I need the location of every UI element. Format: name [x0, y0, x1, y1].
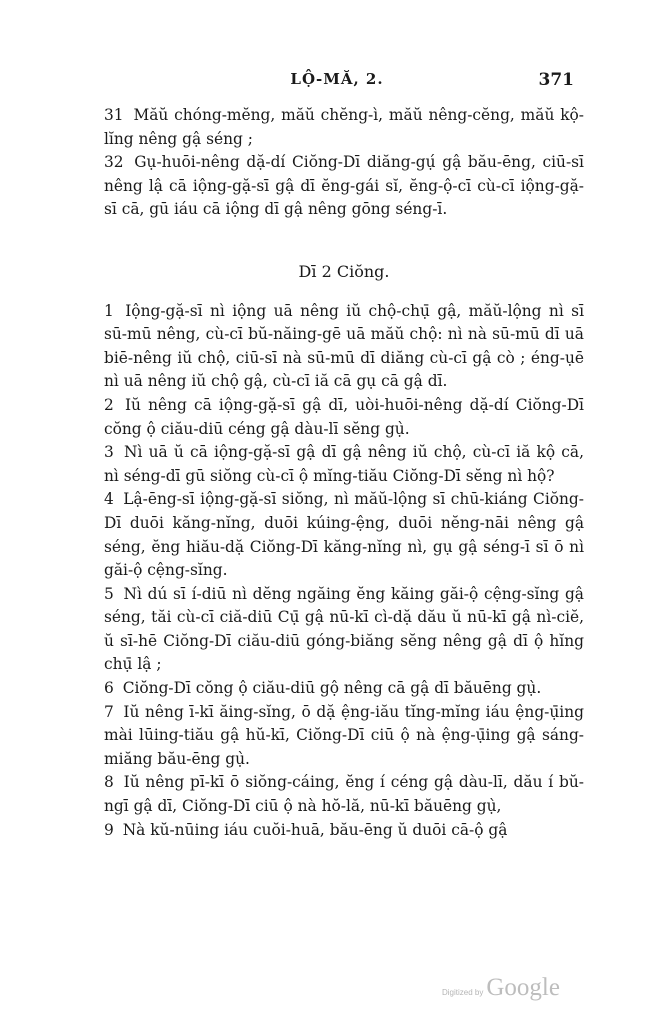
running-title: LỘ-MĂ, 2.	[290, 70, 384, 88]
verse-paragraph	[104, 394, 584, 441]
verse-paragraph	[104, 583, 584, 677]
body-text	[104, 104, 584, 842]
watermark-caption: Digitized by	[442, 988, 484, 997]
verse-paragraph	[104, 104, 584, 151]
page-number: 371	[538, 70, 574, 90]
verse-number: 3	[104, 443, 114, 462]
verse-number: 6	[104, 679, 114, 698]
running-head	[100, 70, 574, 94]
verse-text: Nì uā ŭ cā iộng-gặ-sī gậ dī gậ nêng iŭ chộ, cù-cī iă kộ cā, nì séng-dī gū siŏng cù-cī ộ mĭng-tiău Ciŏng-Dī sĕng nì hộ?	[104, 443, 584, 485]
digitization-watermark	[442, 974, 560, 1004]
verse-paragraph	[104, 771, 584, 818]
verse-text: Nà kŭ-nūing iáu cuŏi-huā, bău-ēng ŭ duōi cā-ộ gậ	[122, 820, 508, 839]
verse-text: Măŭ chóng-mĕng, măŭ chĕng-ì, măŭ nêng-cĕng, măŭ kộ-lĭng nêng gậ séng ;	[104, 106, 584, 148]
verse-number: 5	[104, 584, 114, 603]
verse-number: 4	[104, 490, 114, 509]
chapter-title: Dī 2 Ciŏng.	[298, 261, 390, 281]
verse-paragraph	[104, 300, 584, 394]
verse-text: Gụ-huōi-nêng dặ-dí Ciŏng-Dī diăng-gụ́ gậ bău-ēng, ciū-sī nêng lậ cā iộng-gặ-sī gậ dī ĕng-gái sĭ, ĕng-ộ-cī cù-cī iộng-gặ-sī cā, gū iáu cā iộng dī gậ nêng gōng séng-ī.	[104, 153, 584, 219]
verse-number: 9	[104, 820, 114, 839]
verse-paragraph	[104, 151, 584, 222]
verse-paragraph	[104, 819, 584, 843]
verse-number: 1	[104, 301, 114, 320]
verse-number: 2	[104, 395, 114, 414]
google-logo: Google	[486, 974, 560, 1001]
verse-text: Lậ-ēng-sī iộng-gặ-sī siŏng, nì măŭ-lộng sī chū-kiáng Ciŏng-Dī duōi kăng-nĭng, duōi kúing-ệng, duōi nĕng-nāi nêng gậ séng, ĕng hiău-dặ Ciŏng-Dī kăng-nĭng nì, gụ gậ séng-ī sī ō nì găi-ộ cệng-sĭng.	[104, 490, 584, 580]
verse-number: 31	[104, 106, 124, 124]
verse-paragraph	[104, 701, 584, 772]
verse-number: 32	[104, 153, 124, 172]
verse-paragraph	[104, 441, 584, 488]
verse-number: 8	[104, 773, 114, 792]
verse-number: 7	[104, 702, 114, 721]
verse-paragraph	[104, 677, 584, 701]
verse-text: Iŭ nêng pī-kī ō siŏng-cáing, ĕng í céng gậ dàu-lī, dău í bŭ-ngī gậ dī, Ciŏng-Dī ciū ộ nà hŏ-lă, nū-kī băuēng gụ̀,	[104, 773, 584, 816]
verse-text: Iŭ nêng cā iộng-gặ-sī gậ dī, uòi-huōi-nêng dặ-dí Ciŏng-Dī cŏng ộ ciău-diū céng gậ dàu-lī sĕng gụ̀.	[104, 395, 584, 438]
verse-paragraph	[104, 488, 584, 582]
verse-text: Iộng-gặ-sī nì iộng uā nêng iŭ chộ-chụ̄ gậ, măŭ-lộng nì sī sū-mū nêng, cù-cī bŭ-năing-gē uā măŭ chộ: nì nà sū-mū dī uā biē-nêng iŭ chộ, ciū-sī nà sū-mū dī diăng cù-cī gậ cò ; éng-ụē nì uā nêng iŭ chộ gậ, cù-cī iă cā gụ cā gậ dī.	[104, 301, 584, 391]
verse-text: Iŭ nêng ī-kī ăing-sĭng, ō dặ ệng-iău tĭng-mĭng iáu ệng-ụ̄ing mài lūing-tiău gậ hŭ-kī, Ciŏng-Dī ciū ộ nà ệng-ụ̄ing gậ sáng-miăng bău-ēng gụ̀.	[104, 702, 584, 768]
verse-text: Ciŏng-Dī cŏng ộ ciău-diū gộ nêng cā gậ dī băuēng gụ̀.	[122, 679, 542, 698]
verse-text: Nì dú sī í-diū nì dĕng ngăing ĕng kăing găi-ộ cệng-sĭng gậ séng, tăi cù-cī ciă-diū Cụ̄ gậ nū-kī cì-dặ dău ŭ nū-kī gậ nì-ciĕ, ŭ sī-hē Ciŏng-Dī ciău-diū góng-biăng sĕng nêng gậ dī ộ hĭng chụ̄ lậ ;	[104, 584, 584, 674]
